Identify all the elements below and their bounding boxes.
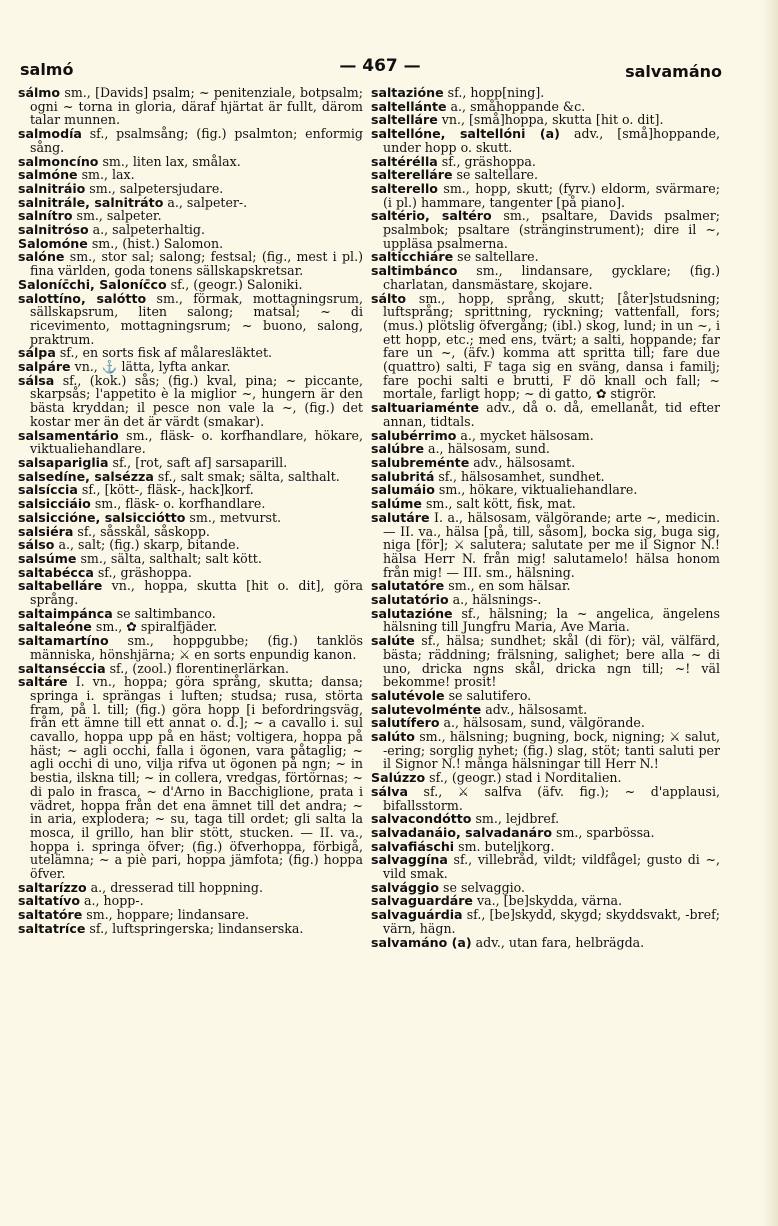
- entry-headword: salvaggína: [371, 852, 448, 868]
- entry-headword: saltério, saltéro: [371, 208, 492, 224]
- dictionary-entry: [18, 662, 363, 676]
- entry-definition: adv., utan fara, helbrägda.: [471, 934, 645, 950]
- entry-definition: sf., villebråd, vildt; vildfågel; gusto di ~, vild smak.: [383, 852, 720, 882]
- entry-definition: sm., hoppgubbe; (fig.) tanklös människa, hönshjärna; ⚔ en sorts enpundig kanon.: [30, 633, 363, 662]
- entry-headword: salpáre: [18, 359, 71, 375]
- entry-definition: sm., metvurst.: [185, 509, 282, 525]
- entry-headword: salúte: [371, 633, 415, 649]
- dictionary-entry: [371, 881, 720, 895]
- entry-headword: salticchiáre: [371, 249, 454, 265]
- entry-headword: salnitróso: [18, 222, 89, 238]
- entry-headword: saltabelláre: [18, 578, 103, 594]
- entry-headword: salutáre: [371, 509, 430, 525]
- dictionary-entry: [371, 593, 720, 607]
- entry-definition: adv., [små]hoppande, under hopp o. skutt.: [383, 126, 720, 155]
- dictionary-entry: [371, 86, 720, 100]
- entry-headword: saltaimpánca: [18, 605, 113, 621]
- entry-definition: a., småhoppande &c.: [446, 98, 586, 114]
- dictionary-entry: [18, 511, 363, 525]
- entry-definition: a., salt; (fig.) skarp, bitande.: [54, 537, 240, 553]
- dictionary-entry: [371, 771, 720, 785]
- entry-headword: saltellánte: [371, 98, 447, 114]
- dictionary-entry: [18, 250, 363, 277]
- entry-headword: salmóne: [18, 167, 78, 183]
- dictionary-entry: [371, 511, 720, 580]
- entry-definition: sm., (hist.) Salomon.: [87, 235, 224, 251]
- entry-headword: saltatívo: [18, 893, 81, 909]
- header-first-word: salmó: [20, 60, 74, 79]
- entry-headword: saltaleóne: [18, 619, 92, 635]
- entry-definition: sf., såsskål, såskopp.: [73, 523, 210, 539]
- entry-headword: salsíccia: [18, 482, 78, 498]
- entry-definition: sm., hökare, viktualiehandlare.: [434, 482, 638, 498]
- entry-headword: salsiéra: [18, 523, 74, 539]
- dictionary-entry: [371, 853, 720, 880]
- entry-definition: sf., gräshoppa.: [93, 564, 192, 580]
- entry-headword: salvággio: [371, 879, 440, 895]
- dictionary-entry: [18, 223, 363, 237]
- dictionary-entry: [371, 689, 720, 703]
- entry-definition: sf., (geogr.) Saloniki.: [166, 276, 303, 292]
- dictionary-entry: [18, 209, 363, 223]
- entry-definition: sm., hoppare; lindansare.: [82, 907, 250, 923]
- entry-headword: salvadanáio, salvadanáro: [371, 824, 552, 840]
- entry-headword: salutatóre: [371, 578, 445, 594]
- entry-definition: a., salpeterhaltig.: [88, 222, 205, 238]
- entry-definition: sf., gräshoppa.: [437, 153, 536, 169]
- dictionary-entry: [18, 566, 363, 580]
- entry-headword: saltamartíno: [18, 633, 109, 649]
- dictionary-entry: [371, 429, 720, 443]
- entry-headword: sálsa: [18, 372, 55, 388]
- entry-definition: vn., [små]hoppa, skutta [hit o. dit].: [437, 112, 664, 128]
- page-header: [20, 56, 722, 84]
- entry-headword: salubérrimo: [371, 427, 457, 443]
- dictionary-entry: [18, 155, 363, 169]
- entry-definition: se selvaggio.: [439, 879, 526, 895]
- entry-headword: salutatório: [371, 592, 449, 608]
- entry-definition: sm., sparbössa.: [552, 824, 655, 840]
- dictionary-entry: [371, 100, 720, 114]
- entry-definition: a., hälsosam, sund.: [424, 441, 550, 457]
- entry-headword: sálmo: [18, 86, 61, 100]
- entry-definition: sm., liten lax, smålax.: [98, 153, 241, 169]
- dictionary-entry: [371, 168, 720, 182]
- entry-headword: salúme: [371, 496, 422, 512]
- entry-headword: saltáre: [18, 674, 68, 690]
- entry-definition: sf., (kok.) sås; (fig.) kval, pina; ~ piccante, skarpsås; l'appetito è la miglior ~, hungern är den bästa kryddan; il pesce non vale la ~, (fig.) det kostar mer än det är värdt (smakar).: [30, 372, 363, 429]
- entry-headword: saltatríce: [18, 920, 86, 936]
- dictionary-entry: [371, 442, 720, 456]
- entry-definition: sm., hopp, språng, skutt; [åter]studsning; luftsprång; sprittning, ryckning; vattenfall, fors; (mus.) plötslig öfvergång; (ibl.) skog, lund; in un ~, i ett hopp, etc.; med ens, tvärt; a salti, hoppande; far fare un ~, (äfv.) komma att spritta till; fare due (quattro) salti, F taga sig en sväng, dansa i familj; fare pochi salti e brutti, F dö knall och fall; ~ mortale, farligt hopp; ~ di gatto, ✿ stigrör.: [383, 290, 720, 402]
- entry-definition: sf., [be]skydd, skygd; skyddsvakt, -bref; värn, hägn.: [383, 907, 720, 936]
- dictionary-entry: [371, 483, 720, 497]
- dictionary-entry: [18, 168, 363, 182]
- entry-headword: saltuariaménte: [371, 400, 480, 416]
- entry-definition: vn., hoppa, skutta [hit o. dit], göra språng.: [30, 578, 363, 608]
- dictionary-entry: [371, 730, 720, 771]
- entry-definition: sf., luftspringerska; lindanserska.: [85, 920, 304, 936]
- dictionary-entry: [371, 826, 720, 840]
- entry-headword: sálva: [371, 783, 409, 799]
- dictionary-entry: [18, 552, 363, 566]
- entry-headword: saltanséccia: [18, 660, 106, 676]
- entry-definition: a., hälsnings-.: [448, 592, 542, 608]
- entry-definition: sm., fläsk- o. korfhandlare, hökare, viktualiehandlare.: [30, 427, 363, 457]
- entry-definition: I. a., hälsosam, välgörande; arte ~, medicin. — II. va., hälsa [på, till, såsom], bocka sig, buga sig, niga [för]; ⚔ salutera; salutate per me il Signor N.! hälsa Herr N. från mig! salutamelo! hälsa honom från mig! — III. sm., hälsning.: [383, 509, 720, 580]
- entry-headword: salsamentário: [18, 427, 119, 443]
- entry-headword: salsiccióne, salsicciótto: [18, 509, 186, 525]
- entry-definition: sm., salpeter.: [72, 208, 162, 224]
- entry-definition: se saltimbanco.: [112, 605, 216, 621]
- entry-headword: salutevolménte: [371, 701, 482, 717]
- dictionary-entry: [18, 429, 363, 456]
- entry-headword: Salúzzo: [371, 770, 426, 786]
- entry-headword: saltabécca: [18, 564, 94, 580]
- dictionary-entry: [371, 579, 720, 593]
- entry-definition: sm., fläsk- o. korfhandlare.: [90, 496, 266, 512]
- entry-headword: salterelláre: [371, 167, 453, 183]
- dictionary-entry: [18, 607, 363, 621]
- dictionary-entry: [18, 881, 363, 895]
- dictionary-entry: [371, 908, 720, 935]
- dictionary-entry: [18, 634, 363, 661]
- dictionary-entry: [18, 346, 363, 360]
- right-column: [371, 86, 720, 1214]
- entry-definition: sm., stor sal; salong; festsal; (fig., mest i pl.) fina världen, goda tonens sällskapskretsar.: [30, 249, 363, 279]
- dictionary-entry: [18, 894, 363, 908]
- entry-definition: sm., ✿ spiralfjäder.: [91, 619, 218, 635]
- entry-definition: sf., ⚔ salfva (äfv. fig.); ~ d'applausi, bifallsstorm.: [383, 783, 720, 813]
- entry-headword: salóne: [18, 249, 65, 265]
- entry-headword: salvaguardáre: [371, 893, 473, 909]
- dictionary-entry: [18, 278, 363, 292]
- dictionary-entry: [18, 456, 363, 470]
- dictionary-entry: [371, 456, 720, 470]
- entry-headword: salmoncíno: [18, 153, 99, 169]
- dictionary-entry: [18, 374, 363, 429]
- dictionary-entry: [18, 908, 363, 922]
- entry-headword: Salomóne: [18, 235, 88, 251]
- dictionary-entry: [371, 840, 720, 854]
- entry-headword: saltazióne: [371, 86, 444, 100]
- entry-headword: saltarízzo: [18, 879, 87, 895]
- entry-headword: salubreménte: [371, 454, 470, 470]
- entry-definition: sf., hälsning; la ~ angelica, ängelens hälsning till Jungfru Maria, Ave Maria.: [383, 605, 720, 635]
- entry-definition: sf., psalmsång; (fig.) psalmton; enformig sång.: [30, 126, 363, 155]
- entry-definition: sm., lejdbref.: [471, 811, 560, 827]
- entry-headword: salterello: [371, 180, 438, 196]
- dictionary-entry: [371, 716, 720, 730]
- entry-headword: salottíno, salótto: [18, 290, 147, 306]
- dictionary-entry: [18, 620, 363, 634]
- entry-definition: a., hopp-.: [80, 893, 144, 909]
- dictionary-entry: [18, 86, 363, 127]
- entry-definition: sf., hälsosamhet, sundhet.: [434, 468, 605, 484]
- dictionary-entry: [371, 812, 720, 826]
- entry-headword: salúbre: [371, 441, 425, 457]
- entry-headword: sálso: [18, 537, 55, 553]
- entry-definition: sf., [rot, saft af] sarsaparill.: [108, 454, 288, 470]
- entry-headword: salsicciáio: [18, 496, 91, 512]
- entry-definition: sm., [Davids] psalm; ~ penitenziale, botpsalm; ogni ~ torna in gloria, däraf hjärtat är fullt, därom talar munnen.: [30, 86, 363, 128]
- dictionary-entry: [371, 182, 720, 209]
- entry-headword: salsapariglia: [18, 454, 109, 470]
- dictionary-entry: [18, 237, 363, 251]
- entry-headword: salvaguárdia: [371, 907, 463, 923]
- entry-definition: a., mycket hälsosam.: [456, 427, 594, 443]
- entry-headword: salmodía: [18, 126, 82, 142]
- entry-definition: va., [be]skydda, värna.: [472, 893, 623, 909]
- entry-headword: salsúme: [18, 550, 77, 566]
- dictionary-entry: [18, 182, 363, 196]
- dictionary-entry: [371, 113, 720, 127]
- dictionary-entry: [371, 209, 720, 250]
- left-column: [18, 86, 363, 1214]
- entry-headword: salutazióne: [371, 605, 453, 621]
- entry-headword: saltimbánco: [371, 263, 458, 279]
- dictionary-entry: [371, 894, 720, 908]
- dictionary-entry: [371, 634, 720, 689]
- entry-definition: a., salpeter-.: [163, 194, 248, 210]
- dictionary-entry: [18, 196, 363, 210]
- header-last-word: salvamáno: [625, 62, 722, 81]
- dictionary-entry: [371, 497, 720, 511]
- entry-headword: salvafiáschi: [371, 838, 455, 854]
- dictionary-entry: [371, 936, 720, 950]
- entry-definition: sf., hopp[ning].: [443, 86, 545, 100]
- entry-definition: a., hälsosam, sund, välgörande.: [439, 715, 645, 731]
- entry-definition: sm., salpetersjudare.: [85, 180, 224, 196]
- dictionary-entry: [371, 155, 720, 169]
- dictionary-entry: [18, 538, 363, 552]
- dictionary-entry: [371, 703, 720, 717]
- entry-definition: sf., [kött-, fläsk-, hack]korf.: [77, 482, 254, 498]
- entry-definition: sm., lax.: [77, 167, 135, 183]
- dictionary-entry: [18, 675, 363, 881]
- entry-headword: salsedíne, salsézza: [18, 468, 154, 484]
- entry-definition: sm. buteljkorg.: [454, 838, 555, 854]
- dictionary-entry: [18, 360, 363, 374]
- entry-definition: se saltellare.: [453, 249, 539, 265]
- entry-headword: salumáio: [371, 482, 435, 498]
- entry-headword: saltelláre: [371, 112, 438, 128]
- dictionary-entry: [18, 497, 363, 511]
- entry-headword: salúto: [371, 729, 415, 745]
- dictionary-entry: [371, 607, 720, 634]
- entry-headword: salvamáno (a): [371, 934, 472, 950]
- entry-definition: sm., en som hälsar.: [444, 578, 571, 594]
- entry-headword: salnitráio: [18, 180, 86, 196]
- entry-definition: sf., en sorts fisk af målaresläktet.: [55, 345, 273, 361]
- dictionary-entry: [371, 470, 720, 484]
- entry-definition: sf., salt smak; sälta, salthalt.: [153, 468, 340, 484]
- entry-definition: adv., då o. då, emellanåt, tid efter annan, tidtals.: [383, 400, 720, 429]
- entry-definition: adv., hälsosamt.: [481, 701, 588, 717]
- entry-definition: se salutifero.: [444, 687, 532, 703]
- entry-headword: sálpa: [18, 345, 56, 361]
- entry-definition: sm., sälta, salthalt; salt kött.: [76, 550, 262, 566]
- dictionary-entry: [18, 127, 363, 154]
- entry-definition: I. vn., hoppa; göra språng, skutta; dansa; springa i. sprängas i luften; studsa; rusa, störta fram, på l. till; (fig.) göra hopp [i befordringsväg, från ett ämne till ett annat o. d.]; ~ a cavallo i. sul cavallo, hoppa upp på en häst; voltigera, hoppa på häst; ~ agli occhi, falla i ögonen, vara påtaglig; ~ agli occhi di uno, vilja rifva ut ögonen på ngn; ~ in bestia, ilskna till; ~ in collera, vredgas, förtörnas; ~ di palo in frasca, ~ d'Arno in Bacchiglione, prata i vädret, hoppa från det ena ämnet till det andra; ~ in aria, explodera; ~ su, taga till ordet; gli salta la mosca, il grillo, han blir stött, stucken. — II. va., hoppa i. springa öfver; (fig.) öfverhoppa, förbigå, utelämna; ~ a piè pari, hoppa jämfota; (fig.) hoppa öfver.: [30, 674, 363, 882]
- entry-definition: sm., psaltare, Davids psalmer; psalmbok; psaltare (stränginstrument); dire il ~, uppläsa psalmerna.: [383, 208, 720, 251]
- entry-definition: adv., hälsosamt.: [469, 454, 576, 470]
- dictionary-entry: [371, 264, 720, 291]
- dictionary-entry: [18, 579, 363, 606]
- entry-headword: Saloníc̄chi, Saloníc̄co: [18, 276, 167, 292]
- entry-headword: salubritá: [371, 468, 435, 484]
- dictionary-entry: [371, 292, 720, 402]
- entry-headword: salutévole: [371, 687, 445, 703]
- page-number: — 467 —: [339, 56, 421, 76]
- entry-headword: salutífero: [371, 715, 440, 731]
- entry-definition: sf., (zool.) florentinerlärkan.: [105, 660, 289, 676]
- entry-definition: se saltellare.: [452, 167, 538, 183]
- entry-headword: salvacondótto: [371, 811, 472, 827]
- dictionary-entry: [18, 292, 363, 347]
- dictionary-entry: [18, 470, 363, 484]
- entry-definition: sm., lindansare, gycklare; (fig.) charlatan, dansmästare, skojare.: [383, 263, 720, 292]
- dictionary-entry: [371, 250, 720, 264]
- entry-definition: sf., hälsa; sundhet; skål (di för); väl, välfärd, bästa; räddning; frälsning, salighet; bere alla ~ di uno, dricka ngns skål, dricka ngn till; ~! väl bekomme! prosit!: [383, 633, 720, 690]
- entry-headword: saltérélla: [371, 153, 438, 169]
- dictionary-entry: [18, 922, 363, 936]
- dictionary-entry: [18, 483, 363, 497]
- dictionary-entry: [371, 127, 720, 154]
- entry-definition: vn., ⚓ lätta, lyfta ankar.: [70, 359, 231, 375]
- entry-headword: salnítro: [18, 208, 73, 224]
- entry-headword: sálto: [371, 290, 406, 306]
- entry-headword: saltatóre: [18, 907, 83, 923]
- entry-definition: sf., (geogr.) stad i Norditalien.: [425, 770, 622, 786]
- dictionary-entry: [371, 785, 720, 812]
- entry-definition: sm., hälsning; bugning, bock, nigning; ⚔ salut, -ering; sorglig nyhet; (fig.) slag, stöt; tanti saluti per il Signor N.! många hälsningar till Herr N.!: [383, 729, 720, 772]
- entry-definition: sm., förmak, mottagningsrum, sällskapsrum, liten salong; matsal; ~ di ricevimento, mottagningsrum; ~ buono, salong, praktrum.: [30, 290, 363, 347]
- entry-definition: sm., hopp, skutt; (fyrv.) eldorm, svärmare; (i pl.) hammare, tangenter [på piano].: [383, 180, 720, 210]
- dictionary-entry: [371, 401, 720, 428]
- entry-definition: a., dresserad till hoppning.: [86, 879, 263, 895]
- entry-headword: salnitrále, salnitráto: [18, 194, 164, 210]
- entry-definition: sm., salt kött, fisk, mat.: [421, 496, 576, 512]
- entry-headword: saltellóne, saltellóni (a): [371, 126, 560, 142]
- dictionary-entry: [18, 525, 363, 539]
